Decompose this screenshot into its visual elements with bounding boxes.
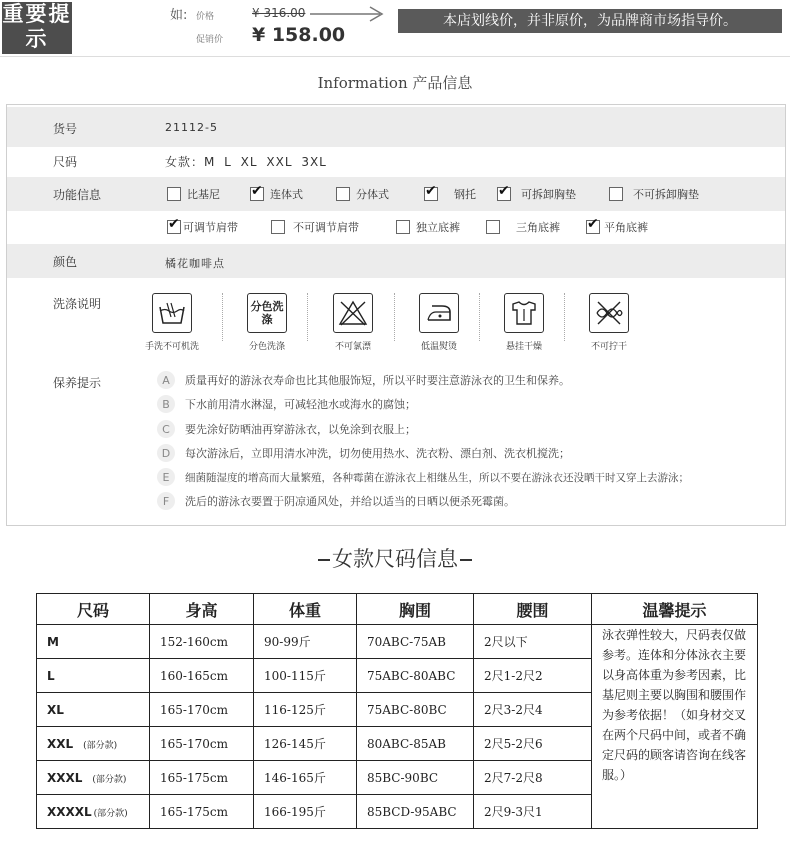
weight-cell: 166-195斤 [254, 795, 357, 829]
example-label: 如: [170, 8, 188, 23]
checkbox-checked [497, 187, 511, 201]
feature-separate-bottom: 独立底裤 [396, 219, 460, 235]
checkbox [167, 187, 181, 201]
color-value: 橘花咖啡点 [165, 257, 225, 270]
height-cell: 165-170cm [150, 727, 254, 761]
bust-cell: 75ABC-80BC [357, 693, 474, 727]
checkbox [271, 220, 285, 234]
dotted-divider [222, 293, 223, 341]
bust-cell: 85BCD-95ABC [357, 795, 474, 829]
dotted-divider [307, 293, 308, 341]
wash-caption: 分色洗涤 [248, 342, 285, 352]
waist-cell: 2尺7-2尺8 [474, 761, 592, 795]
checkbox [396, 220, 410, 234]
waist-cell: 2尺1-2尺2 [474, 659, 592, 693]
checkbox [486, 220, 500, 234]
low-iron-icon [419, 293, 459, 333]
title-dash [318, 559, 330, 561]
feature-one-piece: ✔ 连体式 [250, 186, 303, 202]
header-waist: 腰围 [474, 594, 592, 625]
no-bleach-icon [333, 293, 373, 333]
feature-underwire: ✔ 钢托 [424, 186, 476, 202]
hand-wash-icon [152, 293, 192, 333]
price-notice: 本店划线价，并非原价，为品牌商市场指导价。 [398, 9, 782, 33]
divider [0, 56, 790, 57]
table-header-row [37, 594, 758, 625]
item-no-label: 货号 [53, 122, 78, 136]
size-value: 女款：M L XL XXL 3XL [165, 155, 327, 169]
size-cell: XXXXL (部分款) [37, 795, 150, 829]
care-tip: C 要先涂好防晒油再穿游泳衣，以免涂到衣服上； [157, 420, 416, 438]
size-cell: XXL (部分款) [37, 727, 150, 761]
dotted-divider [564, 293, 565, 341]
color-label: 颜色 [53, 255, 78, 269]
bust-cell: 85BC-90BC [357, 761, 474, 795]
title-dash [460, 559, 472, 561]
size-section-title: 女款尺码信息 [0, 543, 790, 573]
header-tip: 温馨提示 [592, 594, 758, 625]
wash-caption: 手洗不可机洗 [144, 342, 199, 352]
item-no-value: 21112-5 [165, 121, 218, 134]
size-cell: XL [37, 693, 150, 727]
wash-item [142, 293, 202, 352]
care-tip: F 洗后的游泳衣要置于阴凉通风处，并给以适当的日晒以便杀死霉菌。 [157, 492, 515, 510]
size-label: 尺码 [53, 155, 78, 169]
care-tips-label: 保养提示 [53, 376, 102, 390]
bust-cell: 70ABC-75AB [357, 625, 474, 659]
wash-caption: 不可拧干 [590, 342, 627, 352]
feature-bikini: 比基尼 [167, 186, 220, 202]
size-cell: M [37, 625, 150, 659]
checkbox [609, 187, 623, 201]
care-tip: E 细菌随湿度的增高而大量繁殖，各种霉菌在游泳衣上相继丛生，所以不要在游泳衣还没晒干时又穿上去游泳； [157, 468, 689, 486]
row-band [7, 244, 785, 278]
bust-cell: 80ABC-85AB [357, 727, 474, 761]
wash-item [323, 293, 383, 352]
checkbox-checked [250, 187, 264, 201]
header-weight: 体重 [254, 594, 357, 625]
waist-cell: 2尺3-2尺4 [474, 693, 592, 727]
features-label: 功能信息 [53, 188, 102, 202]
height-cell: 165-175cm [150, 795, 254, 829]
info-section-title: Information 产品信息 [317, 74, 473, 92]
feature-adjustable-strap: ✔ 可调节肩带 [167, 219, 238, 235]
feature-fixed-pad: 不可拆卸胸垫 [609, 186, 699, 202]
size-cell: XXXL (部分款) [37, 761, 150, 795]
care-tip: A 质量再好的游泳衣寿命也比其他服饰短，所以平时要注意游泳衣的卫生和保养。 [157, 371, 570, 389]
wash-item [494, 293, 554, 352]
care-tip: B 下水前用清水淋湿，可减轻池水或海水的腐蚀； [157, 395, 416, 413]
weight-cell: 146-165斤 [254, 761, 357, 795]
header-size: 尺码 [37, 594, 150, 625]
checkbox [336, 187, 350, 201]
original-price: ¥ 316.00 [252, 6, 306, 20]
row-band [7, 107, 785, 147]
weight-cell: 90-99斤 [254, 625, 357, 659]
height-cell: 160-165cm [150, 659, 254, 693]
height-cell: 165-170cm [150, 693, 254, 727]
weight-cell: 116-125斤 [254, 693, 357, 727]
no-wring-icon [589, 293, 629, 333]
dotted-divider [479, 293, 480, 341]
feature-boyshort-bottom: ✔ 平角底裤 [586, 219, 648, 235]
waist-cell: 2尺以下 [474, 625, 592, 659]
promo-price-label: 促销价 [196, 35, 224, 45]
separate-wash-icon: 分色洗涤 [247, 293, 287, 333]
important-notice-badge: 重要提示 [2, 2, 72, 54]
feature-fixed-strap: 不可调节肩带 [271, 219, 359, 235]
arrow-right-icon [310, 6, 386, 22]
header-height: 身高 [150, 594, 254, 625]
weight-cell: 126-145斤 [254, 727, 357, 761]
checkbox-checked [586, 220, 600, 234]
header-bust: 胸围 [357, 594, 474, 625]
waist-cell: 2尺9-3尺1 [474, 795, 592, 829]
height-cell: 165-175cm [150, 761, 254, 795]
bust-cell: 75ABC-80ABC [357, 659, 474, 693]
warm-tip-cell: 泳衣弹性较大，尺码表仅做参考。连体和分体泳衣主要以身高体重为参考因素，比基尼则主要以胸围和腰围作为参考依据！（如身材交叉在两个尺码中间，或者不确定尺码的顾客请咨询在线客服。） [592, 625, 758, 829]
wash-caption: 低温熨烫 [420, 342, 457, 352]
dotted-divider [394, 293, 395, 341]
weight-cell: 100-115斤 [254, 659, 357, 693]
product-info-table [6, 104, 786, 526]
feature-brief-bottom: 三角底裤 [486, 219, 560, 235]
price-label: 价格 [196, 12, 215, 22]
size-chart-table [36, 593, 758, 829]
wash-item [237, 293, 297, 352]
waist-cell: 2尺5-2尺6 [474, 727, 592, 761]
wash-item [579, 293, 639, 352]
care-tip: D 每次游泳后，立即用清水冲洗，切勿使用热水、洗衣粉、漂白剂、洗衣机搅洗； [157, 444, 570, 462]
promo-price: ¥ 158.00 [252, 24, 346, 46]
table-row [37, 625, 758, 659]
wash-item [409, 293, 469, 352]
checkbox-checked [167, 220, 181, 234]
hang-dry-icon [504, 293, 544, 333]
checkbox-checked [424, 187, 438, 201]
size-cell: L [37, 659, 150, 693]
feature-two-piece: 分体式 [336, 186, 389, 202]
wash-label: 洗涤说明 [53, 297, 102, 311]
wash-caption: 不可氯漂 [334, 342, 371, 352]
height-cell: 152-160cm [150, 625, 254, 659]
wash-caption: 悬挂干燥 [505, 342, 542, 352]
feature-removable-pad: ✔ 可拆卸胸垫 [497, 186, 576, 202]
